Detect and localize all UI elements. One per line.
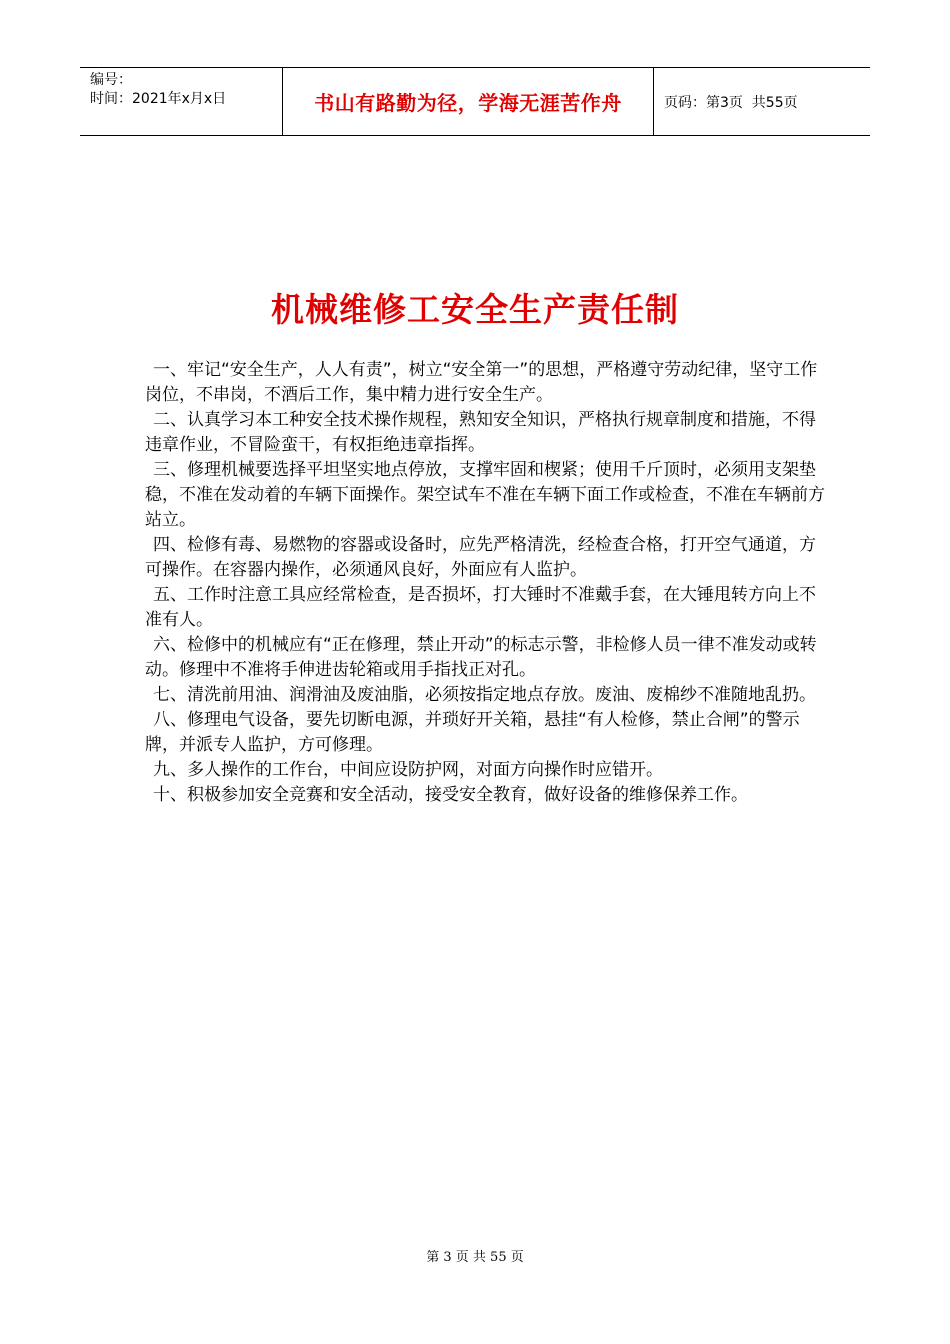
time-label: 时间：2021年x月x日 bbox=[90, 91, 227, 107]
paragraph: 四、检修有毒、易燃物的容器或设备时，应先严格清洗，经检查合格，打开空气通道，方可操作。在容器内操作，必须通风良好，外面应有人监护。 bbox=[145, 535, 816, 580]
page-footer: 第 3 页 共 55 页 bbox=[426, 1250, 524, 1265]
paragraph: 五、工作时注意工具应经常检查，是否损坏，打大锤时不准戴手套，在大锤甩转方向上不准有人。 bbox=[145, 585, 816, 630]
paragraph: 七、清洗前用油、润滑油及废油脂，必须按指定地点存放。废油、废棉纱不准随地乱扔。 bbox=[153, 685, 816, 705]
header-page-cell bbox=[654, 68, 870, 135]
paragraph: 六、检修中的机械应有“正在修理，禁止开动”的标志示警，非检修人员一律不准发动或转动。修理中不准将手伸进齿轮箱或用手指找正对孔。 bbox=[145, 635, 817, 680]
paragraph: 十、积极参加安全竞赛和安全活动，接受安全教育，做好设备的维修保养工作。 bbox=[153, 785, 748, 805]
paragraph: 九、多人操作的工作台，中间应设防护网，对面方向操作时应错开。 bbox=[153, 760, 663, 780]
paragraph: 八、修理电气设备，要先切断电源，并琐好开关箱，悬挂“有人检修，禁止合闸”的警示牌，并派专人监护，方可修理。 bbox=[145, 710, 800, 755]
motto-text: 书山有路勤为径，学海无涯苦作舟 bbox=[314, 91, 622, 115]
paragraph: 二、认真学习本工种安全技术操作规程，熟知安全知识，严格执行规章制度和措施，不得违章作业，不冒险蛮干，有权拒绝违章指挥。 bbox=[145, 410, 816, 455]
number-label: 编号： bbox=[90, 72, 132, 88]
header-table bbox=[80, 67, 870, 136]
header-motto-cell bbox=[282, 68, 654, 135]
document-body bbox=[145, 358, 825, 808]
header-meta-cell bbox=[80, 68, 282, 135]
page-info: 页码：第3页 共55页 bbox=[664, 94, 798, 111]
document-title: 机械维修工安全生产责任制 bbox=[271, 290, 679, 329]
paragraph: 三、修理机械要选择平坦坚实地点停放，支撑牢固和楔紧；使用千斤顶时，必须用支架垫稳，不准在发动着的车辆下面操作。架空试车不准在车辆下面工作或检查，不准在车辆前方站立。 bbox=[145, 460, 825, 530]
paragraph: 一、牢记“安全生产，人人有责”，树立“安全第一”的思想，严格遵守劳动纪律，坚守工作岗位，不串岗，不酒后工作，集中精力进行安全生产。 bbox=[145, 360, 818, 405]
